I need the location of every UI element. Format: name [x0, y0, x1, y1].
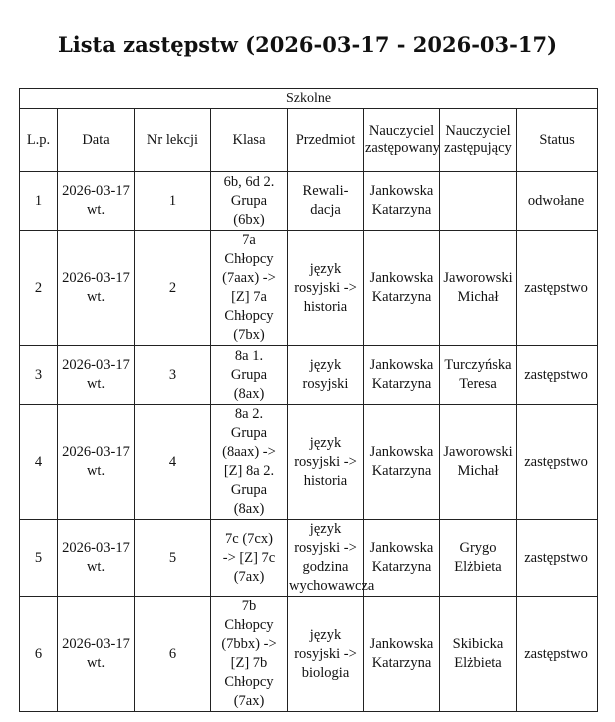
cell-class-text: 6b, 6d 2.	[223, 173, 275, 190]
cell-lp-text: 1	[34, 192, 43, 209]
cell-lp-text: 6	[34, 645, 43, 662]
cell-class-text: Chłopcy	[224, 617, 274, 633]
cell-status-text: zastępstwo	[524, 645, 588, 662]
cell-class	[211, 597, 288, 712]
cell-class-text: 8a 2.	[234, 406, 264, 422]
cell-replaced-teacher-text: Jankowska	[369, 270, 434, 286]
cell-date-text: wt.	[86, 202, 106, 218]
cell-replaced-teacher-text: Katarzyna	[371, 202, 432, 218]
cell-lp-text: 5	[34, 549, 43, 566]
cell-replaced-teacher-text: Jankowska	[369, 444, 434, 460]
cell-subject-text: rosyjski ->	[294, 279, 357, 296]
table-row	[20, 520, 598, 597]
cell-class-text: (7bx)	[233, 327, 265, 343]
cell-subject-text: historia	[303, 298, 348, 315]
column-header-subject: Przedmiot	[288, 109, 364, 172]
cell-replaced-teacher	[364, 172, 440, 231]
cell-class-text: Grupa	[230, 192, 268, 209]
cell-substitute-teacher-text: Jaworowski	[443, 444, 513, 460]
cell-substitute-teacher-text: Michał	[457, 289, 499, 305]
cell-replaced-teacher-text: Katarzyna	[371, 559, 432, 575]
cell-date	[58, 405, 135, 520]
cell-class	[211, 172, 288, 231]
cell-class-text: 8a 1.	[234, 347, 264, 364]
cell-date-text: wt.	[86, 289, 106, 305]
cell-lesson	[135, 405, 211, 520]
cell-class	[211, 405, 288, 520]
cell-lp	[20, 520, 58, 597]
cell-date-text: wt.	[86, 463, 106, 479]
cell-replaced-teacher	[364, 231, 440, 346]
cell-subject-text: język	[309, 434, 342, 451]
header-row	[20, 109, 598, 172]
cell-subject-text: wychowawcza	[289, 578, 375, 594]
cell-status-text: zastępstwo	[524, 279, 588, 296]
cell-class-text: (7aax) ->	[222, 270, 276, 286]
column-header-date: Data	[58, 109, 135, 172]
cell-substitute-teacher-text: Grygo	[459, 540, 497, 556]
table-body	[20, 172, 598, 712]
cell-class-text: Grupa	[230, 425, 268, 441]
cell-replaced-teacher-text: Jankowska	[369, 357, 434, 373]
cell-lesson	[135, 172, 211, 231]
cell-class-text: (8ax)	[233, 501, 265, 517]
cell-subject	[288, 597, 364, 712]
cell-lesson	[135, 231, 211, 346]
cell-lesson-text: 1	[168, 192, 177, 209]
cell-subject-text: biologia	[301, 664, 350, 681]
cell-substitute-teacher-text: Turczyńska	[444, 357, 512, 373]
cell-class-text: (6bx)	[233, 211, 265, 228]
cell-status	[517, 520, 598, 597]
cell-substitute-teacher	[440, 346, 517, 405]
cell-class-text: [Z] 8a 2.	[223, 463, 275, 479]
column-header-lp: L.p.	[20, 109, 58, 172]
cell-subject-text: rosyjski ->	[294, 645, 357, 662]
cell-subject-text: dacja	[310, 202, 341, 218]
cell-date	[58, 172, 135, 231]
column-header-substitute-teacher: Nauczyciel zastępujący	[440, 109, 517, 172]
cell-substitute-teacher	[440, 231, 517, 346]
cell-class	[211, 520, 288, 597]
cell-date-text: 2026-03-17	[62, 357, 130, 373]
cell-date	[58, 231, 135, 346]
cell-lesson-text: 4	[168, 453, 177, 470]
cell-lp	[20, 597, 58, 712]
cell-class-text: Grupa	[230, 366, 268, 383]
cell-class-text: Chłopcy	[224, 674, 274, 690]
cell-substitute-teacher	[440, 405, 517, 520]
cell-class-text: Chłopcy	[224, 308, 274, 324]
section-label: Szkolne	[20, 89, 598, 109]
cell-lp	[20, 405, 58, 520]
cell-date-text: 2026-03-17	[62, 636, 130, 652]
cell-lp-text: 3	[34, 366, 43, 383]
cell-replaced-teacher-text: Katarzyna	[371, 376, 432, 392]
column-header-replaced-teacher: Nauczyciel zastępowany	[364, 109, 440, 172]
page-title: Lista zastępstw (2026-03-17 - 2026-03-17)	[57, 32, 558, 57]
cell-date	[58, 597, 135, 712]
cell-replaced-teacher	[364, 520, 440, 597]
cell-date-text: 2026-03-17	[62, 270, 130, 286]
cell-substitute-teacher	[440, 520, 517, 597]
cell-class-text: (7ax)	[233, 568, 265, 585]
cell-date-text: 2026-03-17	[62, 183, 130, 199]
cell-class-text: (7ax)	[233, 693, 265, 709]
table-row	[20, 405, 598, 520]
cell-lp-text: 2	[34, 279, 43, 296]
cell-lesson	[135, 597, 211, 712]
cell-subject-text: język	[309, 357, 342, 373]
cell-replaced-teacher-text: Katarzyna	[371, 289, 432, 305]
cell-subject	[288, 231, 364, 346]
section-row	[20, 89, 598, 109]
cell-lp	[20, 172, 58, 231]
cell-class-text: Chłopcy	[224, 251, 274, 267]
cell-class-text: (8ax)	[233, 385, 265, 402]
cell-subject-text: rosyjski ->	[294, 540, 357, 556]
cell-lesson-text: 5	[168, 549, 177, 566]
cell-date-text: wt.	[86, 376, 106, 392]
cell-substitute-teacher-text: Jaworowski	[443, 270, 513, 286]
cell-date-text: 2026-03-17	[62, 444, 130, 460]
cell-status	[517, 231, 598, 346]
cell-substitute-teacher-text: Skibicka	[452, 636, 504, 652]
cell-status-text: zastępstwo	[524, 453, 588, 470]
cell-class	[211, 231, 288, 346]
cell-subject-text: godzina	[302, 559, 349, 575]
cell-replaced-teacher-text: Jankowska	[369, 183, 434, 199]
cell-date-text: wt.	[86, 655, 106, 671]
cell-lesson	[135, 346, 211, 405]
cell-replaced-teacher	[364, 405, 440, 520]
cell-subject-text: język	[309, 521, 342, 537]
cell-date	[58, 520, 135, 597]
cell-lesson-text: 2	[168, 279, 177, 296]
table-row	[20, 172, 598, 231]
cell-subject-text: język	[309, 260, 342, 277]
cell-class-text: Grupa	[230, 482, 268, 498]
cell-date	[58, 346, 135, 405]
cell-status	[517, 597, 598, 712]
substitutions-table	[19, 88, 598, 712]
cell-class-text: 7c (7cx)	[225, 530, 273, 547]
cell-subject-text: rosyjski ->	[294, 453, 357, 470]
cell-lesson	[135, 520, 211, 597]
cell-substitute-teacher	[440, 597, 517, 712]
table-row	[20, 231, 598, 346]
table-row	[20, 597, 598, 712]
cell-status-text: zastępstwo	[524, 366, 588, 383]
cell-replaced-teacher-text: Katarzyna	[371, 463, 432, 479]
cell-lp-text: 4	[34, 453, 43, 470]
cell-subject	[288, 405, 364, 520]
cell-class-text: 7b	[241, 598, 257, 614]
column-header-class: Klasa	[211, 109, 288, 172]
cell-subject-text: język	[309, 626, 342, 643]
cell-substitute-teacher	[440, 172, 517, 231]
cell-class-text: [Z] 7b	[230, 655, 268, 671]
cell-substitute-teacher-text: Elżbieta	[454, 655, 502, 671]
cell-status-text: odwołane	[527, 192, 585, 209]
cell-date-text: 2026-03-17	[62, 540, 130, 556]
cell-replaced-teacher	[364, 346, 440, 405]
cell-substitute-teacher-text: Michał	[457, 463, 499, 479]
cell-subject	[288, 172, 364, 231]
cell-subject-text: rosyjski	[302, 376, 349, 392]
cell-class-text: -> [Z] 7c	[222, 549, 276, 566]
cell-class-text: 7a	[242, 232, 256, 248]
cell-status	[517, 405, 598, 520]
cell-lesson-text: 6	[168, 645, 177, 662]
cell-date-text: wt.	[86, 559, 106, 575]
column-header-lesson: Nr lekcji	[135, 109, 211, 172]
cell-class	[211, 346, 288, 405]
cell-subject-text: historia	[303, 472, 348, 489]
column-header-status: Status	[517, 109, 598, 172]
cell-substitute-teacher-text: Elżbieta	[454, 559, 502, 575]
cell-class-text: (8aax) ->	[222, 444, 276, 460]
cell-subject-text: Rewali-	[302, 183, 349, 199]
cell-lesson-text: 3	[168, 366, 177, 383]
cell-status	[517, 346, 598, 405]
cell-replaced-teacher-text: Jankowska	[369, 540, 434, 556]
cell-subject	[288, 520, 375, 597]
cell-status-text: zastępstwo	[524, 549, 588, 566]
cell-replaced-teacher-text: Katarzyna	[371, 655, 432, 671]
cell-status	[517, 172, 598, 231]
cell-replaced-teacher-text: Jankowska	[369, 636, 434, 652]
cell-replaced-teacher	[364, 597, 440, 712]
cell-substitute-teacher-text: Teresa	[459, 376, 497, 392]
table-row	[20, 346, 598, 405]
cell-class-text: [Z] 7a	[231, 289, 267, 305]
cell-lp	[20, 346, 58, 405]
cell-class-text: (7bbx) ->	[221, 636, 277, 652]
cell-lp	[20, 231, 58, 346]
cell-subject	[288, 346, 364, 405]
